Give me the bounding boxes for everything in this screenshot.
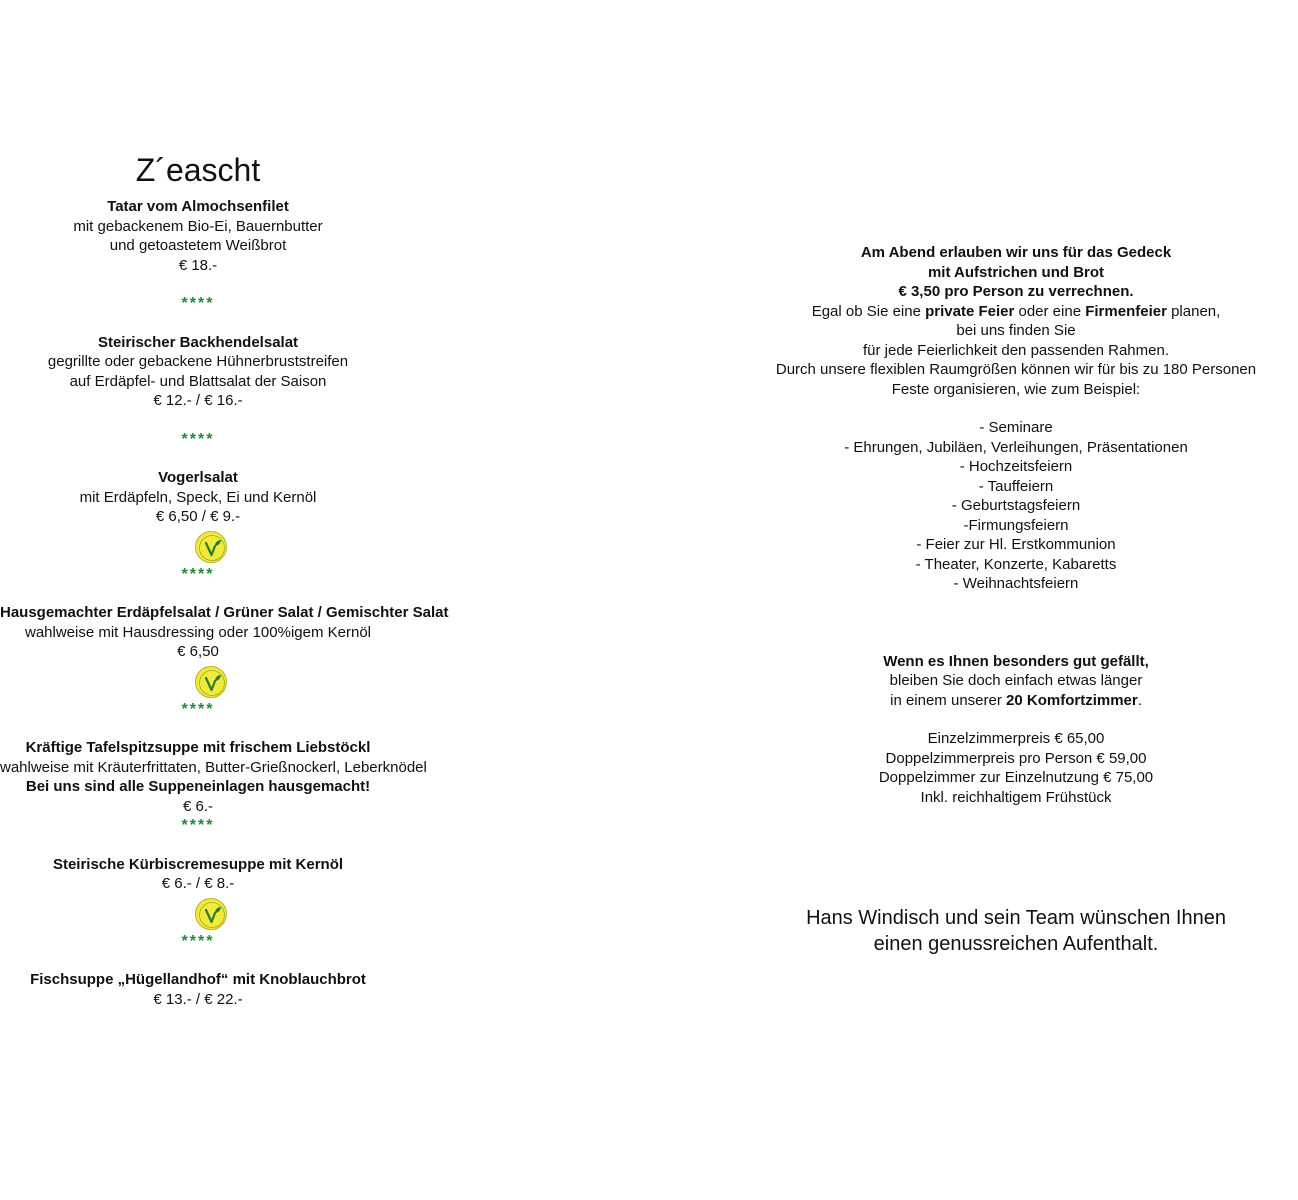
dish xyxy=(0,603,449,662)
rooms-heading: Wenn es Ihnen besonders gut gefällt, xyxy=(883,652,1149,670)
vegan-label-icon xyxy=(195,531,227,563)
spacer xyxy=(0,836,396,855)
events-text-line: Feste organisieren, wie zum Beispiel: xyxy=(891,380,1141,398)
dish-description: auf Erdäpfel- und Blattsalat der Saison xyxy=(69,372,327,390)
spacer xyxy=(734,710,1298,729)
cover-charge-line: Am Abend erlauben wir uns für das Gedeck xyxy=(860,244,1172,261)
vegan-badge-row xyxy=(0,527,396,565)
vegan-badge-row xyxy=(0,894,396,932)
info-column xyxy=(734,243,1298,957)
dish-name: Kräftige Tafelspitzsuppe mit frischem Liebstöckl xyxy=(25,739,371,756)
dish xyxy=(0,468,396,527)
dish-description: und getoastetem Weißbrot xyxy=(109,237,287,254)
event-type-item: - Ehrungen, Jubiläen, Verleihungen, Präsentationen xyxy=(844,438,1188,456)
separator-stars: **** xyxy=(181,700,215,718)
spacer xyxy=(0,411,396,430)
events-text-line: Durch unsere flexiblen Raumgrößen können wir für bis zu 180 Personen xyxy=(775,361,1257,378)
separator-stars: **** xyxy=(181,932,215,950)
separator-stars: **** xyxy=(181,817,215,834)
spacer xyxy=(0,719,396,738)
spacer xyxy=(0,951,396,970)
event-type-item: - Weihnachtsfeiern xyxy=(953,575,1079,592)
rooms-text xyxy=(734,691,1298,711)
event-type-item: - Hochzeitsfeiern xyxy=(959,458,1073,475)
event-type-item: -Firmungsfeiern xyxy=(963,516,1069,534)
rooms-text-part: . xyxy=(1137,691,1142,709)
dish-description: gegrillte oder gebackene Hühnerbruststreifen xyxy=(47,353,349,370)
dish xyxy=(0,970,396,1009)
dish-price: € 6.- / € 8.- xyxy=(161,875,235,892)
dish-name: Steirische Kürbiscremesuppe mit Kernöl xyxy=(52,855,344,873)
dish-name: Vogerlsalat xyxy=(158,469,238,486)
rooms-text: bleiben Sie doch einfach etwas länger xyxy=(889,672,1143,689)
dish-note: Bei uns sind alle Suppeneinlagen hausgemacht! xyxy=(25,778,371,795)
dish-name: Steirischer Backhendelsalat xyxy=(97,333,299,351)
events-text-line: bei uns finden Sie xyxy=(956,322,1076,339)
closing-line: einen genussreichen Aufenthalt. xyxy=(873,933,1159,955)
dish xyxy=(0,855,396,894)
dish xyxy=(0,197,396,275)
event-type-item: - Tauffeiern xyxy=(978,477,1054,495)
cover-charge-price: € 3,50 pro Person zu verrechnen. xyxy=(898,283,1134,300)
separator-stars: **** xyxy=(181,295,215,312)
rooms-highlight: 20 Komfortzimmer xyxy=(1006,691,1138,709)
menu-title: Z´eascht xyxy=(135,152,261,188)
menu-column xyxy=(0,150,449,1009)
separator-stars: **** xyxy=(181,565,215,583)
closing-line: Hans Windisch und sein Team wünschen Ihnen xyxy=(806,907,1226,929)
dish-price: € 12.- / € 16.- xyxy=(153,392,243,409)
dish-name: Fischsuppe „Hügellandhof“ mit Knoblauchbrot xyxy=(30,971,366,988)
dish-name: Hausgemachter Erdäpfelsalat / Grüner Salat / Gemischter Salat xyxy=(0,604,449,621)
dish-price: € 6,50 / € 9.- xyxy=(155,508,241,525)
events-highlight: private Feier xyxy=(925,302,1015,320)
spacer xyxy=(734,594,1298,652)
events-intro xyxy=(734,302,1298,322)
dish-description: wahlweise mit Kräuterfrittaten, Butter-Grießnockerl, Leberknödel xyxy=(0,758,427,776)
spacer xyxy=(0,275,396,294)
dish-price: € 6.- xyxy=(182,797,213,815)
events-text: oder eine xyxy=(1014,302,1086,320)
event-type-item: - Theater, Konzerte, Kabaretts xyxy=(915,555,1117,573)
vegan-label-icon xyxy=(195,898,227,930)
spacer xyxy=(0,584,396,603)
dish-description: mit gebackenem Bio-Ei, Bauernbutter xyxy=(73,217,323,235)
event-type-item: - Feier zur Hl. Erstkommunion xyxy=(916,536,1116,553)
separator-stars: **** xyxy=(181,430,215,448)
vegan-badge-row xyxy=(0,662,396,700)
events-text: Egal ob Sie eine xyxy=(811,302,926,320)
spacer xyxy=(0,449,396,468)
room-price-line: Einzelzimmerpreis € 65,00 xyxy=(927,730,1105,747)
events-text: planen, xyxy=(1166,302,1221,320)
room-price-line: Doppelzimmerpreis pro Person € 59,00 xyxy=(885,749,1147,767)
spacer xyxy=(734,399,1298,418)
room-prices xyxy=(734,729,1298,807)
event-type-item: - Geburtstagsfeiern xyxy=(951,497,1081,514)
spacer xyxy=(734,807,1298,905)
dish-description: wahlweise mit Hausdressing oder 100%igem Kernöl xyxy=(24,623,371,641)
dish xyxy=(0,738,427,816)
dish-description: mit Erdäpfeln, Speck, Ei und Kernöl xyxy=(79,488,317,506)
dish-price: € 6,50 xyxy=(177,643,219,660)
room-price-line: Doppelzimmer zur Einzelnutzung € 75,00 xyxy=(878,769,1154,786)
event-types-list xyxy=(734,418,1298,594)
event-type-item: - Seminare xyxy=(979,419,1053,436)
dish-name: Tatar vom Almochsenfilet xyxy=(107,198,289,215)
dish xyxy=(0,333,396,411)
breakfast-note: Inkl. reichhaltigem Frühstück xyxy=(920,788,1112,806)
events-highlight: Firmenfeier xyxy=(1085,302,1167,320)
events-text-line: für jede Feierlichkeit den passenden Rahmen. xyxy=(862,341,1169,359)
cover-charge-line: mit Aufstrichen und Brot xyxy=(927,263,1105,281)
rooms-text-part: in einem unserer xyxy=(890,691,1007,709)
vegan-label-icon xyxy=(195,666,227,698)
spacer xyxy=(0,314,396,333)
dish-price: € 18.- xyxy=(178,256,218,274)
dish-price: € 13.- / € 22.- xyxy=(153,990,243,1008)
